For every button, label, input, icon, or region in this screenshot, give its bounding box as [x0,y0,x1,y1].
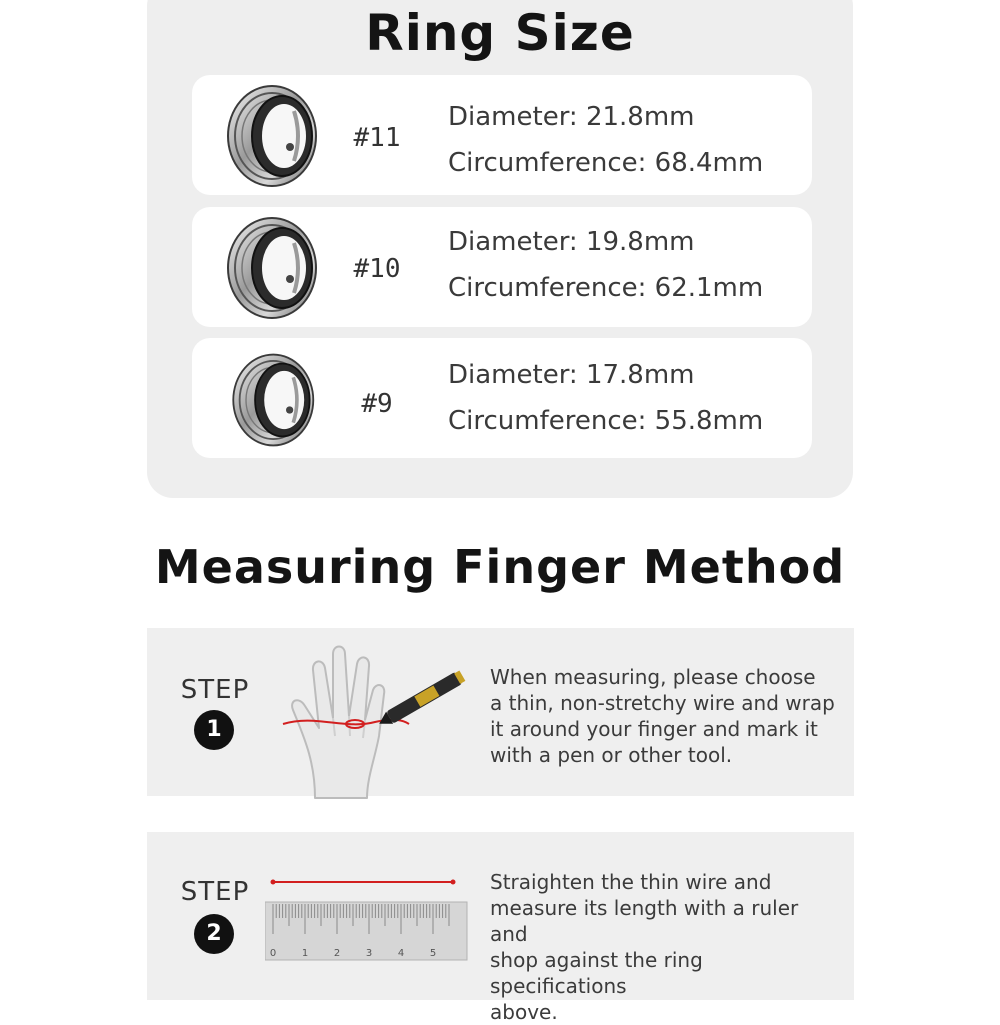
circumference-text: Circumference: 68.4mm [448,148,764,178]
size-row-11 [192,75,812,195]
hand-with-wire-and-pen-illustration [275,640,485,800]
ring-size-title: Ring Size [365,4,635,62]
circumference-text: Circumference: 62.1mm [448,273,764,303]
diameter-text: Diameter: 21.8mm [448,102,695,132]
size-row-9 [192,338,812,458]
size-label: #9 [361,389,393,419]
size-label: #10 [353,254,401,284]
ruler-tick-label: 4 [397,948,405,959]
step-label: STEP [180,675,250,705]
circumference-text: Circumference: 55.8mm [448,406,764,436]
ring-icon [220,212,330,324]
ruler-tick-label: 0 [269,948,277,959]
step-number-badge: 1 [194,710,234,750]
method-title: Measuring Finger Method [154,540,846,594]
ruler-tick-label: 1 [301,948,309,959]
ring-icon [226,348,326,452]
step-number-badge: 2 [194,914,234,954]
step-1-text: When measuring, please choose a thin, non-stretchy wire and wrap it around your finger and mark it with a pen or other tool. [490,665,835,767]
wire-and-ruler-illustration [265,868,477,968]
size-row-10 [192,207,812,327]
step-2-card [147,832,854,1024]
ruler-tick-label: 2 [333,948,341,959]
step-label: STEP [180,877,250,907]
step-2-text: Straighten the thin wire and measure its length with a ruler and shop against the ring specifications above. [490,870,799,1024]
diameter-text: Diameter: 17.8mm [448,360,695,390]
size-label: #11 [353,123,401,153]
ruler-tick-label: 3 [365,948,373,959]
ruler-tick-label: 5 [429,948,437,959]
step-1-card [147,628,854,796]
ring-icon [220,80,330,192]
diameter-text: Diameter: 19.8mm [448,227,695,257]
